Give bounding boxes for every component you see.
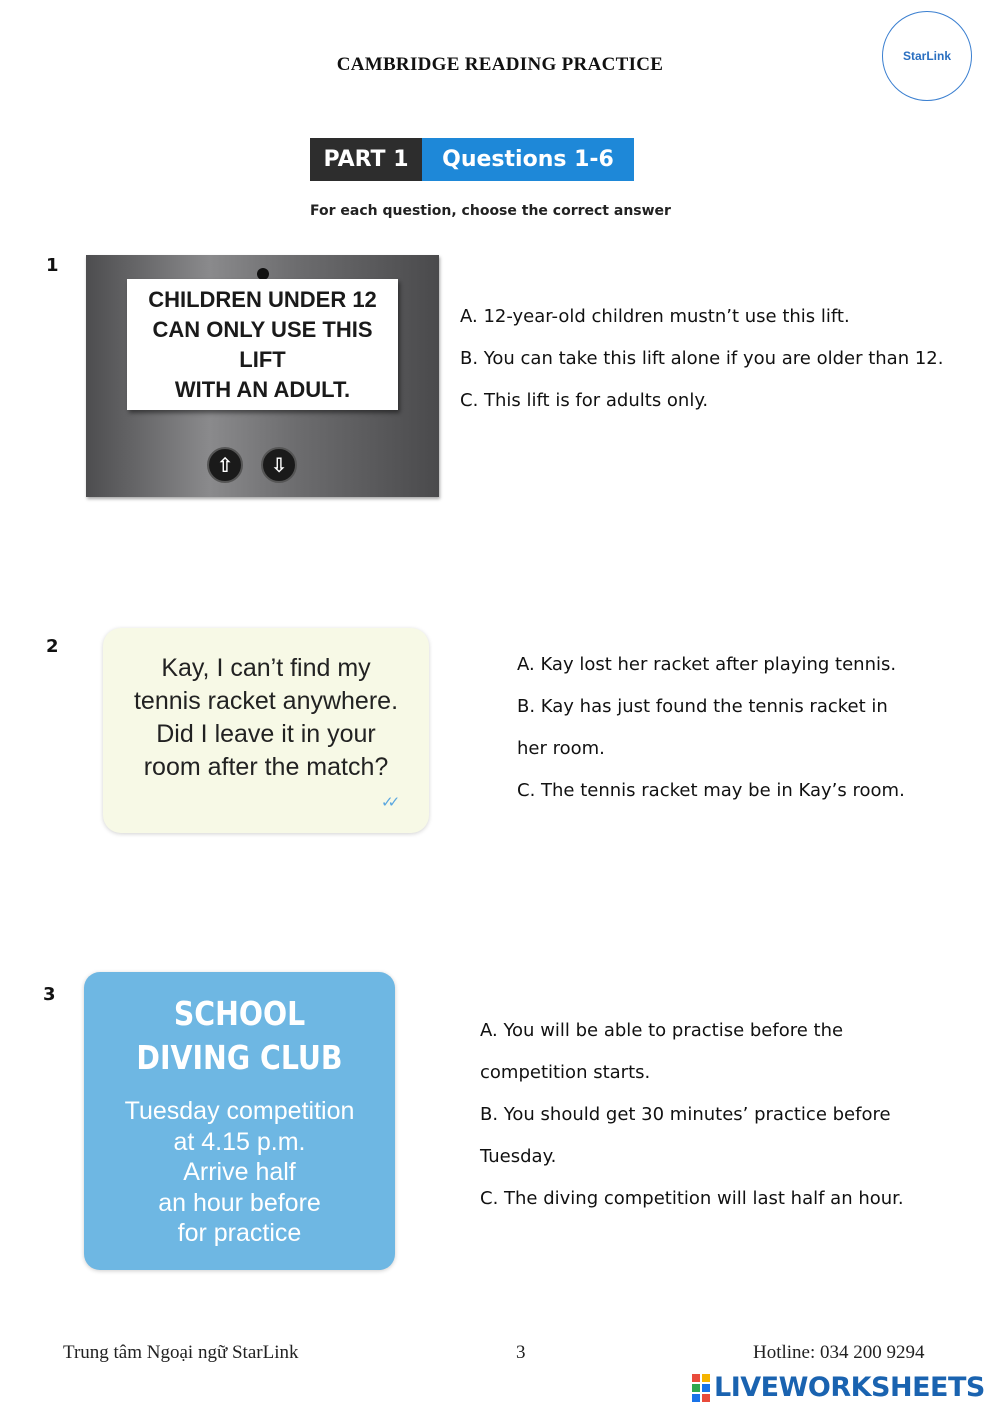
q3-option-b-continued[interactable]: Tuesday. [480,1146,557,1167]
q3-option-a[interactable]: A. You will be able to practise before the [480,1020,844,1041]
arrow-up-icon: ⇧ [207,447,243,483]
chat-message-line: tennis racket anywhere. [133,687,399,715]
chat-message-line: Did I leave it in your [156,720,376,748]
q3-option-c[interactable]: C. The diving competition will last half an hour. [480,1188,904,1209]
q2-option-a[interactable]: A. Kay lost her racket after playing tennis. [517,654,897,675]
part-banner [310,138,634,181]
notice-title-line: SCHOOL [173,994,306,1033]
q2-option-c[interactable]: C. The tennis racket may be in Kay’s room. [517,780,905,801]
lift-sign-line: CHILDREN UNDER 12 [148,286,377,312]
starlink-logo [882,11,972,101]
chat-message [103,652,429,784]
lift-sign-line: WITH AN ADULT. [174,376,351,402]
chat-message-line: room after the match? [143,753,389,781]
notice-body-line: an hour before [158,1188,321,1217]
q3-option-b[interactable]: B. You should get 30 minutes’ practice before [480,1104,891,1125]
footer-page-number: 3 [516,1342,526,1363]
notice-body-line: for practice [177,1219,302,1247]
lift-sign [127,279,398,410]
chat-message-line: Kay, I can’t find my [161,654,371,682]
q1-option-c[interactable]: C. This lift is for adults only. [460,390,709,411]
part-questions-label: Questions 1-6 [422,138,634,181]
q2-option-b-continued[interactable]: her room. [517,738,605,759]
q2-option-b[interactable]: B. Kay has just found the tennis racket in [517,696,888,717]
document-title: CAMBRIDGE READING PRACTICE [336,54,664,75]
notice-body [84,1096,395,1249]
arrow-down-icon: ⇩ [261,447,297,483]
q1-option-b[interactable]: B. You can take this lift alone if you are older than 12. [460,348,944,369]
notice-title-line: DIVING CLUB [136,1038,343,1077]
logo-text: StarLink [902,49,951,63]
notice-body-line: Arrive half [183,1158,296,1186]
liveworksheets-brand[interactable] [692,1372,985,1403]
question-number-2: 2 [46,636,59,657]
liveworksheets-logo-icon [692,1374,710,1402]
part-label: PART 1 [310,138,422,181]
read-receipt-icon: ✓✓ [381,793,395,811]
q1-option-a[interactable]: A. 12-year-old children mustn’t use this lift. [460,306,850,327]
notice-title [106,992,373,1080]
notice-body-line: Tuesday competition [124,1097,355,1125]
question-number-1: 1 [46,255,59,276]
instructions: For each question, choose the correct answer [310,203,671,219]
liveworksheets-text: LIVEWORKSHEETS [714,1372,985,1403]
lift-sign-line: CAN ONLY USE THIS LIFT [152,316,373,372]
footer-center-name: Trung tâm Ngoại ngữ StarLink [63,1342,299,1363]
notice-body-line: at 4.15 p.m. [173,1127,306,1156]
footer-hotline: Hotline: 034 200 9294 [753,1342,925,1363]
q3-option-a-continued[interactable]: competition starts. [480,1062,651,1083]
question-number-3: 3 [43,984,56,1005]
